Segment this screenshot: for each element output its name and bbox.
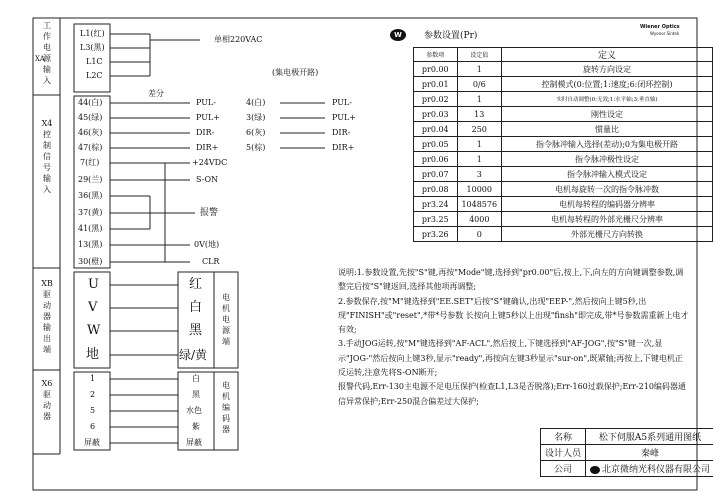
encoder-terminal: 1 xyxy=(90,374,96,383)
alarm-label: 报警 xyxy=(200,208,219,218)
diff-signal: DIR- xyxy=(196,128,215,137)
diff-signal: PUL- xyxy=(196,98,216,107)
param-value: 0/6 xyxy=(457,77,502,92)
motor-terminal: W xyxy=(87,323,101,338)
param-code: pr0.05 xyxy=(414,137,458,152)
control-terminal: 29(兰) xyxy=(78,175,103,184)
power-label: 单相220VAC xyxy=(214,35,263,44)
right-terminal: 3(绿) xyxy=(246,113,266,122)
table-row xyxy=(414,167,713,182)
control-terminal: 44(白) xyxy=(78,98,103,107)
encoder-color: 紫 xyxy=(192,422,200,431)
param-def: 电机每转程的外部光栅尺分辨率 xyxy=(502,212,713,227)
table-row xyxy=(414,152,713,167)
param-code: pr3.25 xyxy=(414,212,458,227)
motor-terminal: 地 xyxy=(86,347,100,362)
power-terminal: L1C xyxy=(86,57,103,66)
encoder-color: 水色 xyxy=(186,406,202,415)
control-terminal: 30(橙) xyxy=(78,257,103,266)
encoder-terminal: 屏蔽 xyxy=(84,438,100,447)
title-label: 设计人员 xyxy=(541,445,586,461)
param-def: 指令脉冲输入选择(差动);0为集电极开路 xyxy=(502,137,713,152)
control-terminal: 47(棕) xyxy=(78,143,103,152)
control-terminal: 46(灰) xyxy=(78,128,103,137)
table-row xyxy=(414,137,713,152)
control-terminal: 37(黄) xyxy=(78,208,103,217)
param-def: 控制模式(0:位置;1:速度;6:闭环控制) xyxy=(502,77,713,92)
param-def: 指令脉冲输入模式设定 xyxy=(502,167,713,182)
table-row xyxy=(414,182,713,197)
right-terminal: 6(灰) xyxy=(246,128,266,137)
group-label-power: 工作电源输入 xyxy=(43,21,51,85)
brand-line2: Wyenor Sintek xyxy=(650,31,680,36)
notes-block xyxy=(338,266,690,409)
control-terminal: 41(黑) xyxy=(78,224,103,233)
param-code: pr0.06 xyxy=(414,152,458,167)
title-label: 名称 xyxy=(541,429,586,445)
param-code: pr3.26 xyxy=(414,227,458,242)
param-code: pr0.07 xyxy=(414,167,458,182)
table-header-row xyxy=(414,48,713,62)
param-value: 1 xyxy=(457,152,502,167)
gnd-label: 0V(地) xyxy=(194,240,220,249)
right-terminal: 5(棕) xyxy=(246,143,266,152)
param-code: pr0.02 xyxy=(414,92,458,107)
title-block xyxy=(540,428,713,477)
table-row xyxy=(414,197,713,212)
table-row xyxy=(414,227,713,242)
param-value: 0 xyxy=(457,227,502,242)
brand-line1: Wiener Optics xyxy=(640,24,680,30)
title-value: 松下伺服A5系列通用图纸 xyxy=(586,429,713,445)
control-terminal: 7(红) xyxy=(80,158,100,167)
param-def: 外部光栅尺方向转换 xyxy=(502,227,713,242)
params-table xyxy=(413,47,713,242)
motor-box-label: 电机电源端 xyxy=(222,293,230,346)
title-value xyxy=(586,461,713,477)
group-label-motor: XB驱动器输出端 xyxy=(41,279,53,354)
table-row xyxy=(414,62,713,77)
param-def: 实时自动调整(0:无效;1:水平轴;3:垂直轴) xyxy=(502,92,713,107)
open-collector-label: (集电极开路) xyxy=(272,68,319,77)
group-label-power-sub: XA xyxy=(35,55,45,63)
note-paragraph: 2.参数保存,按"M"键选择到"EE.SET"后按"S"键确认,出现"EEP-",然后按向上键5秒,出现"FINISH"或"reset",*带*号参数 长按向上键5秒以上出现"finsh"即完成,带*号参数需重新上电才有效; xyxy=(338,296,689,335)
diff-label: 差分 xyxy=(148,89,164,98)
logo-icon: W xyxy=(390,29,406,41)
param-def: 指令脉冲极性设定 xyxy=(502,152,713,167)
control-terminal: 36(黑) xyxy=(78,191,103,200)
title-label: 公司 xyxy=(541,461,586,477)
param-code: pr3.24 xyxy=(414,197,458,212)
param-code: pr0.00 xyxy=(414,62,458,77)
param-value: 1048576 xyxy=(457,197,502,212)
param-code: pr0.08 xyxy=(414,182,458,197)
encoder-box-label: 电机编码器 xyxy=(222,381,230,434)
param-value: 1 xyxy=(457,62,502,77)
param-code: pr0.01 xyxy=(414,77,458,92)
encoder-color: 白 xyxy=(192,374,200,383)
title-row xyxy=(541,429,713,445)
param-def: 惯量比 xyxy=(502,122,713,137)
encoder-color: 屏蔽 xyxy=(186,438,202,447)
param-value: 10000 xyxy=(457,182,502,197)
motor-color: 绿/黄 xyxy=(179,348,208,362)
control-terminal: 13(黑) xyxy=(78,240,103,249)
right-signal: DIR+ xyxy=(332,143,355,152)
param-value: 4000 xyxy=(457,212,502,227)
param-def: 电机每旋转一次的指令脉冲数 xyxy=(502,182,713,197)
table-row xyxy=(414,122,713,137)
param-value: 13 xyxy=(457,107,502,122)
company-logo-icon xyxy=(590,466,600,474)
motor-terminal: V xyxy=(88,300,98,315)
vdc-label: +24VDC xyxy=(192,158,228,167)
params-title: 参数设置(Pr) xyxy=(424,31,478,41)
table-row xyxy=(414,212,713,227)
diff-signal: PUL+ xyxy=(196,113,220,122)
power-terminal: L3(黑) xyxy=(80,43,105,52)
encoder-terminal: 2 xyxy=(90,390,96,399)
encoder-color: 黑 xyxy=(192,390,200,399)
note-paragraph: 报警代码,Err-130主电源不足电压保护(检查L1,L3是否脱落);Err-160过载保护;Err-210编码器通信异常保护;Err-250混合偏差过大保护; xyxy=(338,382,686,406)
table-row xyxy=(414,77,713,92)
param-value: 1 xyxy=(457,92,502,107)
encoder-terminal: 6 xyxy=(90,422,96,431)
param-def: 旋转方向设定 xyxy=(502,62,713,77)
motor-color: 红 xyxy=(189,277,203,292)
param-code: pr0.03 xyxy=(414,107,458,122)
son-label: S-ON xyxy=(196,175,219,184)
control-terminal: 45(绿) xyxy=(78,113,103,122)
param-value: 1 xyxy=(457,137,502,152)
header-cell: 定义 xyxy=(502,48,713,62)
header-cell: 设定值 xyxy=(457,48,502,62)
param-def: 刚性设定 xyxy=(502,107,713,122)
power-terminal: L2C xyxy=(86,71,103,80)
group-label-encoder: X6驱动器 xyxy=(41,379,53,421)
diff-signal: DIR+ xyxy=(196,143,219,152)
title-row xyxy=(541,445,713,461)
param-value: 3 xyxy=(457,167,502,182)
right-signal: DIR- xyxy=(332,128,351,137)
param-value: 250 xyxy=(457,122,502,137)
param-def: 电机每转程的编码器分辨率 xyxy=(502,197,713,212)
group-label-control: X4控制信号输入 xyxy=(41,119,53,194)
right-signal: PUL+ xyxy=(332,113,356,122)
company-name: 北京微纳光科仪器有限公司 xyxy=(602,465,711,475)
clr-label: CLR xyxy=(202,257,220,266)
title-value: 秦峰 xyxy=(586,445,713,461)
right-signal: PUL- xyxy=(332,98,352,107)
table-row xyxy=(414,107,713,122)
header-cell: 参数项 xyxy=(414,48,458,62)
note-paragraph: 3.手动JOG运转,按"M"键选择到"AF-ACL",然后按上,下键选择到"AF-JOG",按"S"键一次,显示"JOG-"然后按向上键3秒,显示"ready",再按向左键3秒显示"sur-on",既紧轴;再按上,下键电机正反运转,注意先将S-ON断开; xyxy=(338,339,683,378)
motor-color: 白 xyxy=(189,300,203,315)
param-code: pr0.04 xyxy=(414,122,458,137)
power-terminal: L1(红) xyxy=(80,29,105,38)
title-row xyxy=(541,461,713,477)
table-row xyxy=(414,92,713,107)
encoder-terminal: 5 xyxy=(90,406,96,415)
motor-color: 黑 xyxy=(189,323,203,338)
right-terminal: 4(白) xyxy=(246,98,266,107)
motor-terminal: U xyxy=(88,277,99,292)
note-paragraph: 说明:1.参数设置,先按"S"键,再按"Mode"键,选择到"pr0.00"后,按上,下,向左的方向键调整参数,调整完后按"S"键返回,选择其他项再调整; xyxy=(338,268,684,292)
